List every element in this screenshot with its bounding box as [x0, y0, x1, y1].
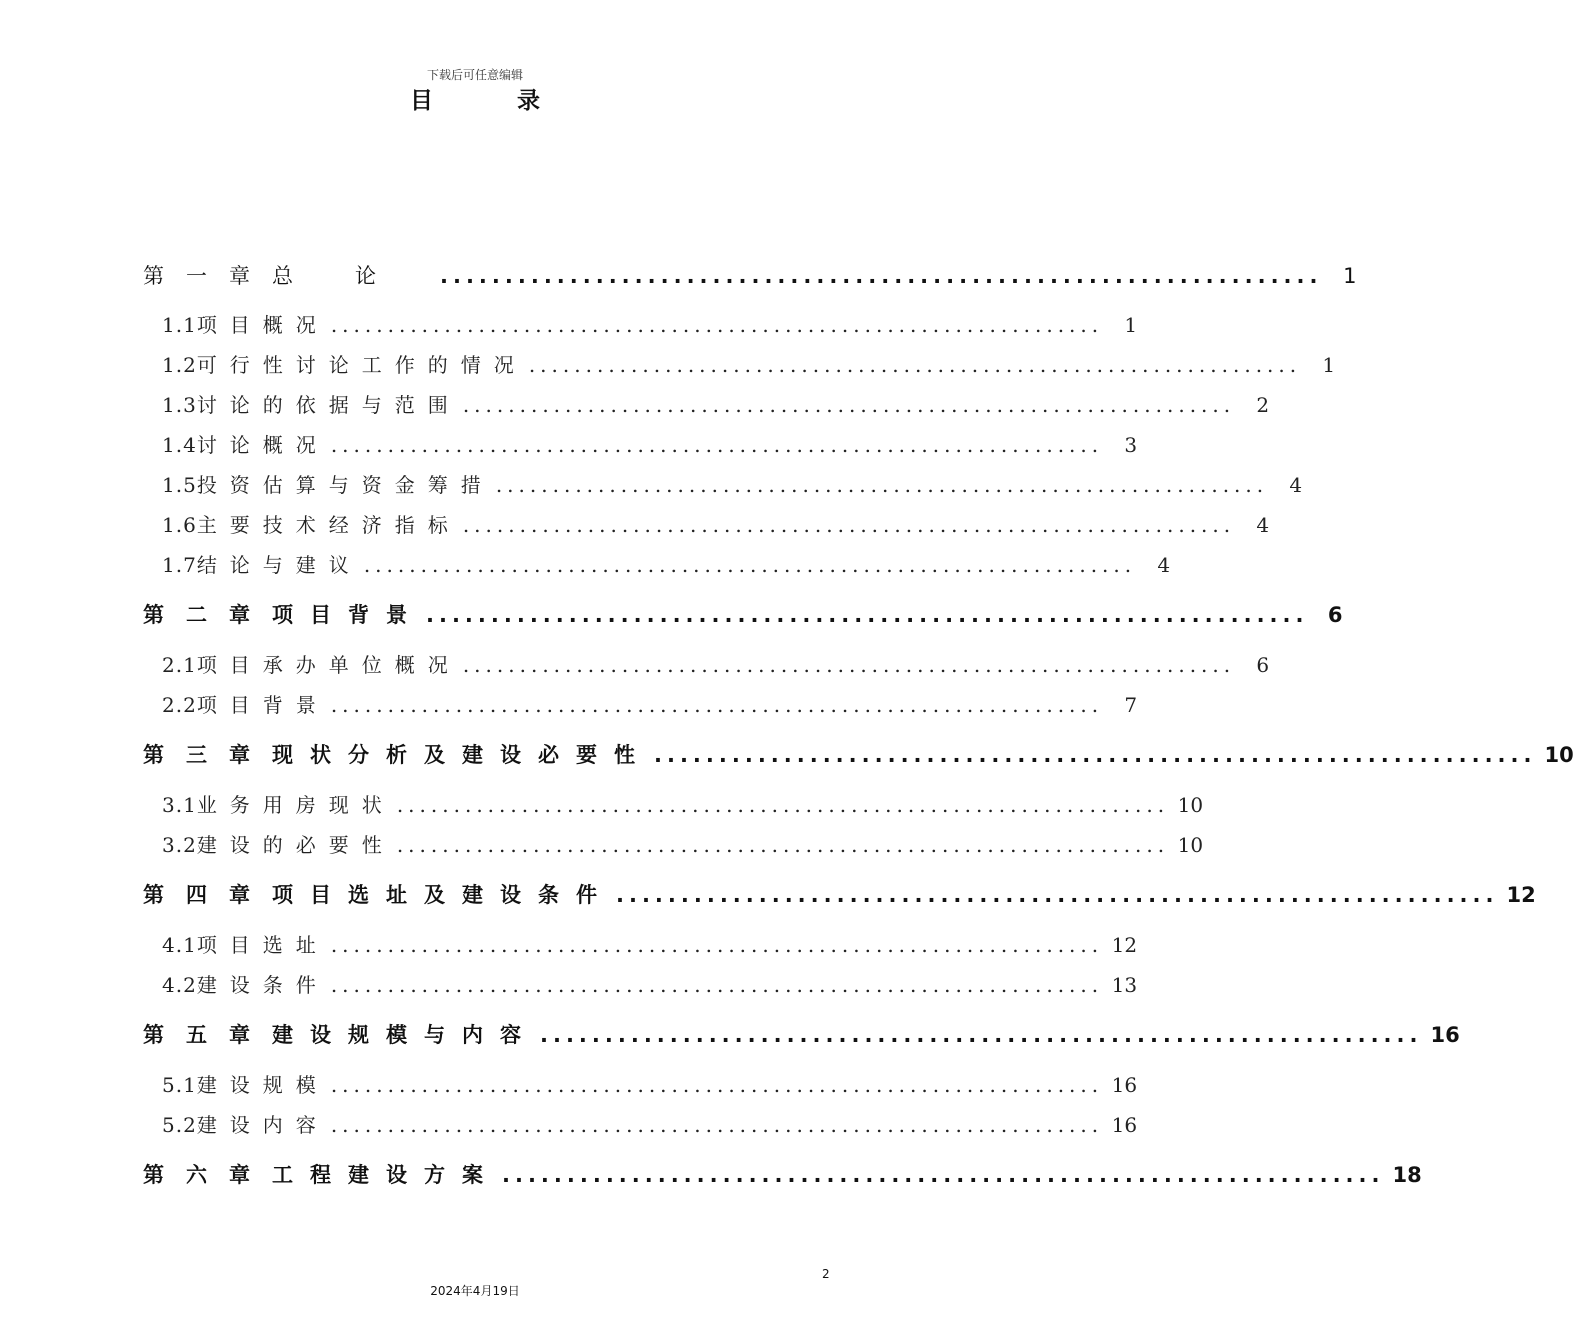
- toc-chapter-1[interactable]: [143, 261, 1357, 291]
- leader-dots: ....................................................................: [363, 553, 1137, 577]
- section-title: 讨论的依据与范围: [196, 393, 461, 417]
- leader-dots: ....................................................................: [330, 1113, 1104, 1137]
- page-ref: 7: [1124, 693, 1138, 717]
- page-ref: 3: [1124, 433, 1138, 457]
- page-ref: 16: [1111, 1073, 1138, 1097]
- section-number: 2.2: [162, 693, 197, 717]
- section-title: 建设的必要性: [196, 833, 395, 857]
- leader-dots: ....................................................................: [396, 833, 1170, 857]
- toc-chapter-4[interactable]: [143, 880, 1536, 910]
- leader-dots: ....................................................................: [462, 393, 1236, 417]
- footer-date: 2024年4月19日: [430, 1284, 520, 1298]
- chapter-title: 现状分析及建设必要性: [272, 743, 652, 767]
- page-ref: 4: [1289, 473, 1303, 497]
- page-ref: 6: [1256, 653, 1270, 677]
- page-ref: 6: [1327, 603, 1343, 627]
- page-ref: 4: [1256, 513, 1270, 537]
- toc-chapter-5[interactable]: [143, 1020, 1460, 1050]
- chapter-label: 第五章: [143, 1023, 272, 1047]
- leader-dots: ....................................................................: [528, 353, 1302, 377]
- chapter-title: 总论: [272, 264, 438, 288]
- chapter-title: 项目背景: [272, 603, 424, 627]
- section-title: 建设内容: [196, 1113, 329, 1137]
- page-ref: 12: [1506, 883, 1536, 907]
- section-title: 项目选址: [196, 933, 329, 957]
- toc-section-2-1[interactable]: [162, 650, 1270, 680]
- page-ref: 10: [1544, 743, 1574, 767]
- section-number: 2.1: [162, 653, 197, 677]
- section-number: 3.1: [162, 793, 197, 817]
- page-ref: 1: [1343, 264, 1357, 288]
- leader-dots: ....................................................................: [330, 433, 1104, 457]
- header-note: 下载后可任意编辑: [426, 68, 523, 82]
- chapter-title: 项目选址及建设条件: [272, 883, 614, 907]
- section-title: 项目承办单位概况: [196, 653, 461, 677]
- toc-section-4-1[interactable]: [162, 930, 1138, 960]
- leader-dots: ....................................................................: [616, 883, 1499, 907]
- section-title: 建设规模: [196, 1073, 329, 1097]
- section-number: 1.2: [162, 353, 197, 377]
- section-number: 4.1: [162, 933, 197, 957]
- section-title: 投资估算与资金筹措: [196, 473, 494, 497]
- page-ref: 16: [1430, 1023, 1460, 1047]
- chapter-label: 第四章: [143, 883, 272, 907]
- toc-section-4-2[interactable]: [162, 970, 1138, 1000]
- leader-dots: ....................................................................: [502, 1163, 1385, 1187]
- toc-chapter-3[interactable]: [143, 740, 1574, 770]
- section-title: 项目背景: [196, 693, 329, 717]
- section-number: 4.2: [162, 973, 197, 997]
- section-number: 1.7: [162, 553, 197, 577]
- toc-chapter-2[interactable]: [143, 600, 1343, 630]
- leader-dots: ....................................................................: [396, 793, 1170, 817]
- section-number: 5.2: [162, 1113, 197, 1137]
- section-title: 主要技术经济指标: [196, 513, 461, 537]
- section-title: 业务用房现状: [196, 793, 395, 817]
- toc-section-5-2[interactable]: [162, 1110, 1138, 1140]
- section-number: 5.1: [162, 1073, 197, 1097]
- section-number: 1.5: [162, 473, 197, 497]
- page-ref: 10: [1177, 793, 1204, 817]
- leader-dots: ....................................................................: [330, 1073, 1104, 1097]
- leader-dots: ....................................................................: [462, 513, 1236, 537]
- section-number: 1.6: [162, 513, 197, 537]
- toc-section-1-4[interactable]: [162, 430, 1138, 460]
- toc-section-3-2[interactable]: [162, 830, 1204, 860]
- toc-section-1-3[interactable]: [162, 390, 1270, 420]
- chapter-label: 第一章: [143, 264, 272, 288]
- section-number: 1.4: [162, 433, 197, 457]
- section-title: 可行性讨论工作的情况: [196, 353, 527, 377]
- toc-chapter-6[interactable]: [143, 1160, 1422, 1190]
- chapter-label: 第六章: [143, 1163, 272, 1187]
- toc-section-2-2[interactable]: [162, 690, 1138, 720]
- section-title: 项目概况: [196, 313, 329, 337]
- leader-dots: ....................................................................: [495, 473, 1269, 497]
- leader-dots: ....................................................................: [330, 313, 1104, 337]
- page-ref: 12: [1111, 933, 1138, 957]
- section-number: 1.3: [162, 393, 197, 417]
- toc-section-3-1[interactable]: [162, 790, 1204, 820]
- section-number: 1.1: [162, 313, 197, 337]
- leader-dots: ....................................................................: [540, 1023, 1423, 1047]
- section-title: 结论与建议: [196, 553, 362, 577]
- chapter-title: 建设规模与内容: [272, 1023, 538, 1047]
- leader-dots: ....................................................................: [330, 693, 1104, 717]
- leader-dots: ....................................................................: [440, 264, 1323, 288]
- leader-dots: ....................................................................: [330, 933, 1104, 957]
- page-ref: 10: [1177, 833, 1204, 857]
- page-number: 2: [822, 1267, 830, 1281]
- leader-dots: ....................................................................: [654, 743, 1537, 767]
- leader-dots: ....................................................................: [426, 603, 1309, 627]
- toc-section-1-6[interactable]: [162, 510, 1270, 540]
- chapter-title: 工程建设方案: [272, 1163, 500, 1187]
- leader-dots: ....................................................................: [462, 653, 1236, 677]
- page-title: 目录: [410, 88, 624, 114]
- section-title: 讨论概况: [196, 433, 329, 457]
- page-ref: 16: [1111, 1113, 1138, 1137]
- toc-section-1-5[interactable]: [162, 470, 1303, 500]
- page-ref: 1: [1124, 313, 1138, 337]
- chapter-label: 第二章: [143, 603, 272, 627]
- toc-section-1-1[interactable]: [162, 310, 1138, 340]
- page-ref: 18: [1392, 1163, 1422, 1187]
- section-number: 3.2: [162, 833, 197, 857]
- page-ref: 4: [1157, 553, 1171, 577]
- toc-section-5-1[interactable]: [162, 1070, 1138, 1100]
- leader-dots: ....................................................................: [330, 973, 1104, 997]
- page-ref: 2: [1256, 393, 1270, 417]
- chapter-label: 第三章: [143, 743, 272, 767]
- toc-section-1-2[interactable]: [162, 350, 1336, 380]
- page-ref: 1: [1322, 353, 1336, 377]
- section-title: 建设条件: [196, 973, 329, 997]
- page-ref: 13: [1111, 973, 1138, 997]
- toc-section-1-7[interactable]: [162, 550, 1171, 580]
